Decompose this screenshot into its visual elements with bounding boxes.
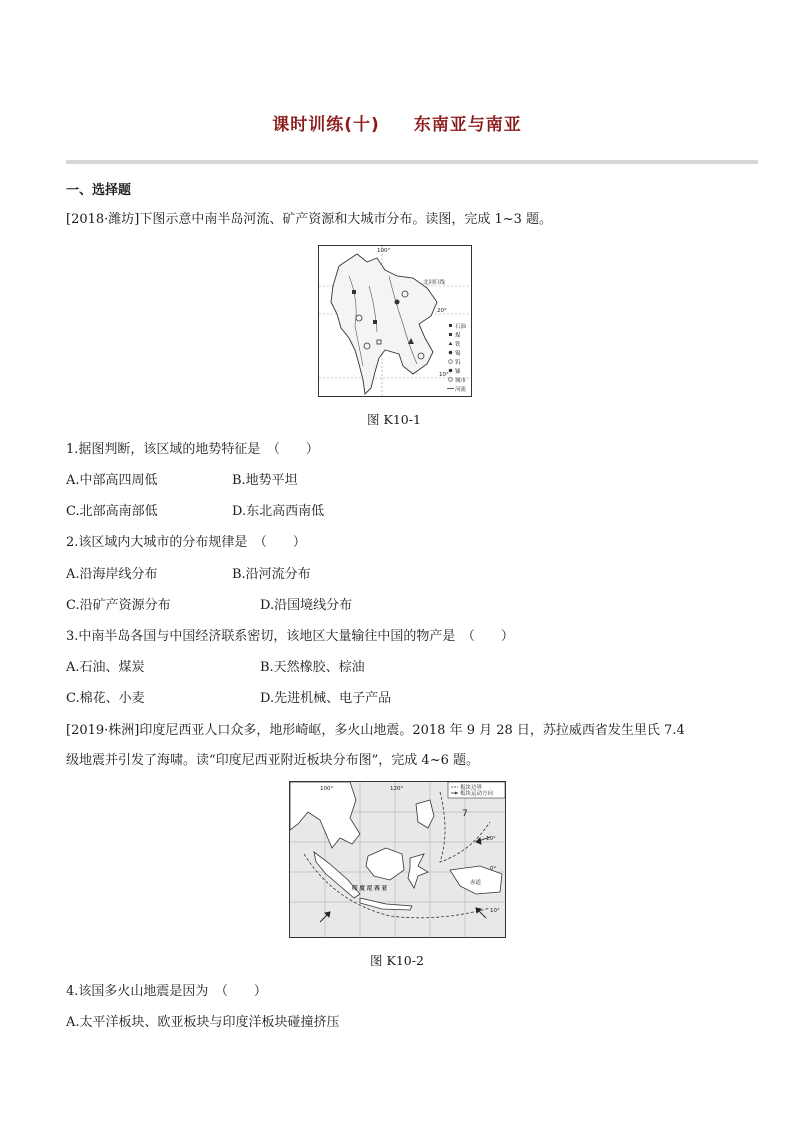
legend-tin: 锡 — [455, 351, 461, 357]
q1-option-a: A.中部高四周低 — [66, 473, 158, 488]
map1-lat10: 10° — [439, 372, 449, 378]
map1-legend — [455, 322, 467, 393]
map1-lat20: 20° — [437, 308, 447, 314]
map-indonesia-plates — [289, 781, 506, 938]
map-indochina — [318, 245, 472, 397]
legend-antimony: 锑 — [455, 369, 461, 375]
q2-option-b: B.沿河流分布 — [232, 567, 311, 582]
q3-option-b: B.天然橡胶、棕油 — [260, 660, 365, 675]
legend-city: 城市 — [455, 378, 467, 384]
q2-option-d: D.沿国境线分布 — [260, 598, 353, 613]
map1-lon-label: 100° — [377, 248, 391, 254]
section-heading: 一、选择题 — [66, 183, 132, 198]
intro-1: [2018·潍坊]下图示意中南半岛河流、矿产资源和大城市分布。读图，完成 1~3 题。 — [66, 212, 553, 227]
map2-lon-120: 120° — [390, 786, 404, 792]
map2-lat-0: 0° — [490, 866, 497, 872]
q2-option-c: C.沿矿产资源分布 — [66, 598, 171, 613]
q3-option-d: D.先进机械、电子产品 — [260, 691, 392, 706]
q4-option-a: A.太平洋板块、欧亚板块与印度洋板块碰撞挤压 — [66, 1015, 340, 1030]
header-rule — [66, 160, 758, 164]
map2-lon-100: 100° — [320, 786, 334, 792]
q3-option-c: C.棉花、小麦 — [66, 691, 145, 706]
map2-legend-motion: 板块运动方向 — [460, 791, 494, 797]
q1-option-c: C.北部高南部低 — [66, 504, 158, 519]
q1-option-b: B.地势平坦 — [232, 473, 298, 488]
q3-option-a: A.石油、煤炭 — [66, 660, 145, 675]
legend-coal: 煤 — [455, 333, 461, 339]
q1-option-d: D.东北高西南低 — [232, 504, 325, 519]
map2-lat-10s: 10° — [490, 908, 500, 914]
map2-caption: 图 K10-2 — [370, 953, 424, 968]
q2-option-a: A.沿海岸线分布 — [66, 567, 158, 582]
q1-stem: 1.据图判断，该区域的地势特征是 （ ） — [66, 442, 319, 457]
intro-2-line-1: [2019·株洲]印度尼西亚人口众多，地形崎岖，多火山地震。2018 年 9 月 28 日，苏拉威西省发生里氏 7.4 — [66, 723, 685, 738]
map1-tropic-label: 北回归线 — [423, 280, 446, 286]
legend-iron: 铁 — [455, 342, 461, 348]
legend-river: 河流 — [455, 387, 467, 393]
title-topic: 东南亚与南亚 — [413, 115, 522, 135]
q3-stem: 3.中南半岛各国与中国经济联系密切，该地区大量输往中国的物产是 （ ） — [66, 629, 514, 644]
map2-number-7: 7 — [462, 809, 468, 819]
q2-stem: 2.该区域内大城市的分布规律是 （ ） — [66, 535, 306, 550]
title-lesson: 课时训练(十) — [272, 115, 380, 135]
q4-stem: 4.该国多火山地震是因为 （ ） — [66, 984, 267, 999]
map2-country-label: 印 度 尼 西 亚 — [352, 886, 388, 892]
map2-legend-boundary: 板块边界 — [460, 785, 483, 791]
legend-oil: 石油 — [455, 324, 467, 330]
map2-red-label: 赤道 — [470, 880, 482, 886]
legend-tungsten: 钨 — [455, 360, 461, 366]
map2-lat-10n: 10° — [486, 836, 496, 842]
map1-caption: 图 K10-1 — [367, 412, 421, 427]
intro-2-line-2: 级地震并引发了海啸。读“印度尼西亚附近板块分布图”，完成 4~6 题。 — [66, 753, 479, 768]
page-title — [0, 110, 794, 135]
